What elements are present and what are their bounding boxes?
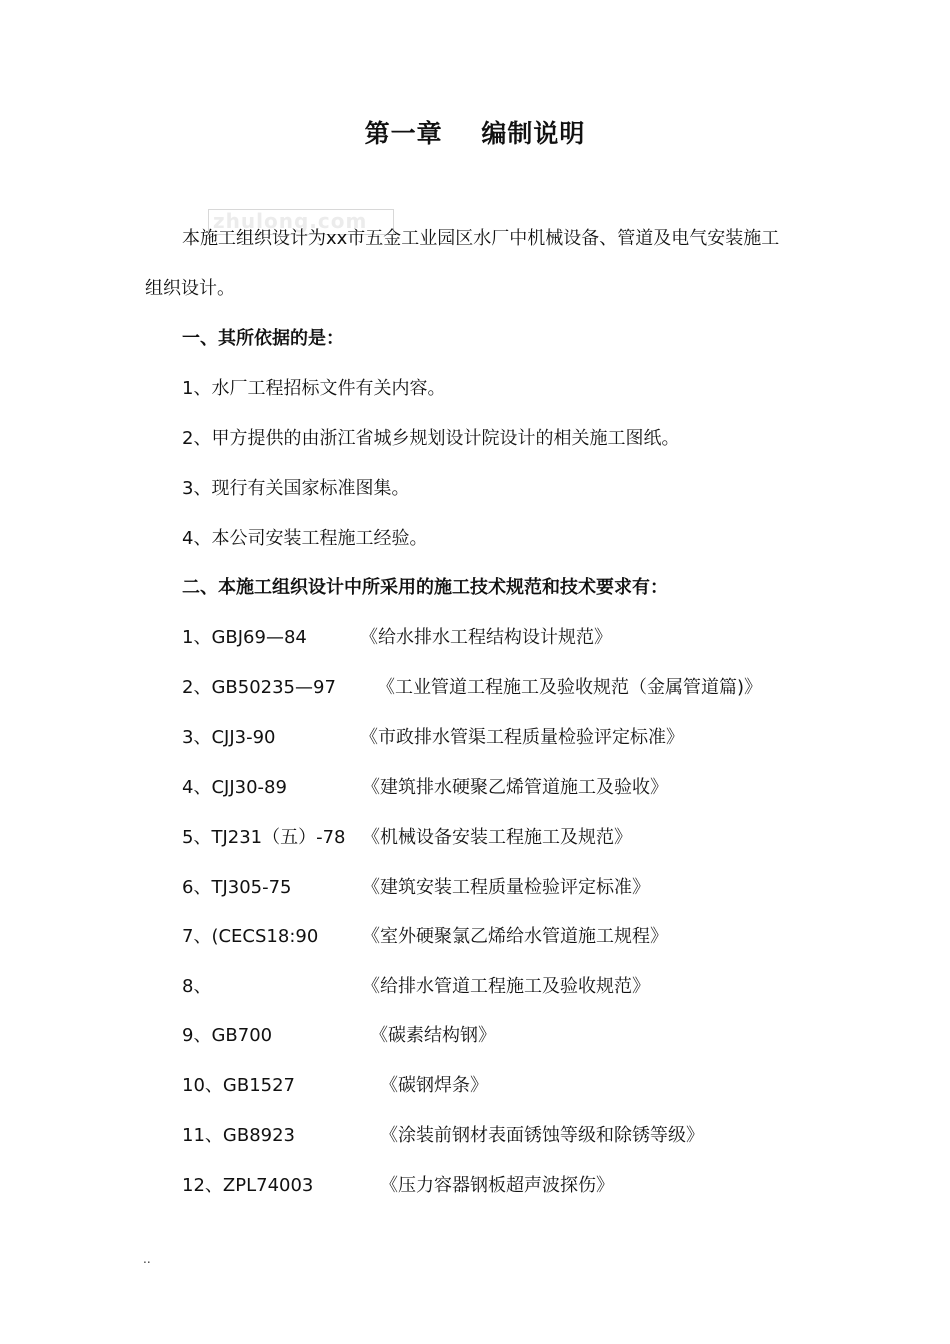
standard-code: 11、GB8923 — [182, 1125, 296, 1146]
standard-name: 《给排水管道工程施工及验收规范》 — [362, 976, 650, 997]
standard-row — [0, 825, 950, 851]
standard-row — [0, 1123, 950, 1149]
standard-name: 《建筑排水硬聚乙烯管道施工及验收》 — [362, 777, 668, 798]
standard-name: 《碳素结构钢》 — [370, 1025, 496, 1046]
standard-name: 《压力容器钢板超声波探伤》 — [380, 1175, 614, 1196]
standard-row — [0, 974, 950, 1000]
standard-row — [0, 1023, 950, 1049]
standard-name: 《碳钢焊条》 — [380, 1075, 488, 1096]
basis-item: 4、本公司安装工程施工经验。 — [182, 528, 428, 549]
standard-code: 7、(CECS18:90 — [182, 926, 319, 947]
standard-row — [0, 875, 950, 901]
standard-code: 10、GB1527 — [182, 1075, 296, 1096]
standard-name: 《涂装前钢材表面锈蚀等级和除锈等级》 — [380, 1125, 704, 1146]
standard-row — [0, 675, 950, 701]
standard-code: 4、CJJ30-89 — [182, 777, 287, 798]
standard-code: 12、ZPL74003 — [182, 1175, 314, 1196]
footer-mark: .. — [143, 1252, 151, 1266]
standard-row — [0, 1173, 950, 1199]
standard-row — [0, 924, 950, 950]
section-heading-standards: 二、本施工组织设计中所采用的施工技术规范和技术要求有： — [182, 577, 668, 598]
standard-code: 8、 — [182, 976, 212, 997]
standard-name: 《市政排水管渠工程质量检验评定标准》 — [360, 727, 684, 748]
basis-item: 3、现行有关国家标准图集。 — [182, 478, 410, 499]
standard-code: 2、GB50235—97 — [182, 677, 336, 698]
section-heading-basis: 一、其所依据的是： — [182, 328, 344, 349]
standard-name: 《机械设备安装工程施工及规范》 — [362, 827, 632, 848]
standard-code: 5、TJ231（五）-78 — [182, 827, 346, 848]
basis-item: 2、甲方提供的由浙江省城乡规划设计院设计的相关施工图纸。 — [182, 428, 680, 449]
intro-paragraph-line-2: 组织设计。 — [145, 278, 235, 299]
standard-code: 6、TJ305-75 — [182, 877, 292, 898]
intro-paragraph-line-1: 本施工组织设计为xx市五金工业园区水厂中机械设备、管道及电气安装施工 — [182, 228, 780, 249]
standard-row — [0, 725, 950, 751]
standard-name: 《建筑安装工程质量检验评定标准》 — [362, 877, 650, 898]
basis-item: 1、水厂工程招标文件有关内容。 — [182, 378, 446, 399]
standard-name: 《给水排水工程结构设计规范》 — [360, 627, 612, 648]
standard-row — [0, 775, 950, 801]
standard-name: 《室外硬聚氯乙烯给水管道施工规程》 — [362, 926, 668, 947]
standard-code: 9、GB700 — [182, 1025, 273, 1046]
standard-code: 3、CJJ3-90 — [182, 727, 276, 748]
chapter-title: 第一章 编制说明 — [364, 119, 586, 148]
standard-code: 1、GBJ69—84 — [182, 627, 307, 648]
watermark-logo: zhulong.com — [208, 209, 394, 235]
standard-row — [0, 1073, 950, 1099]
standard-row — [0, 625, 950, 651]
standard-name: 《工业管道工程施工及验收规范（金属管道篇)》 — [377, 677, 763, 698]
